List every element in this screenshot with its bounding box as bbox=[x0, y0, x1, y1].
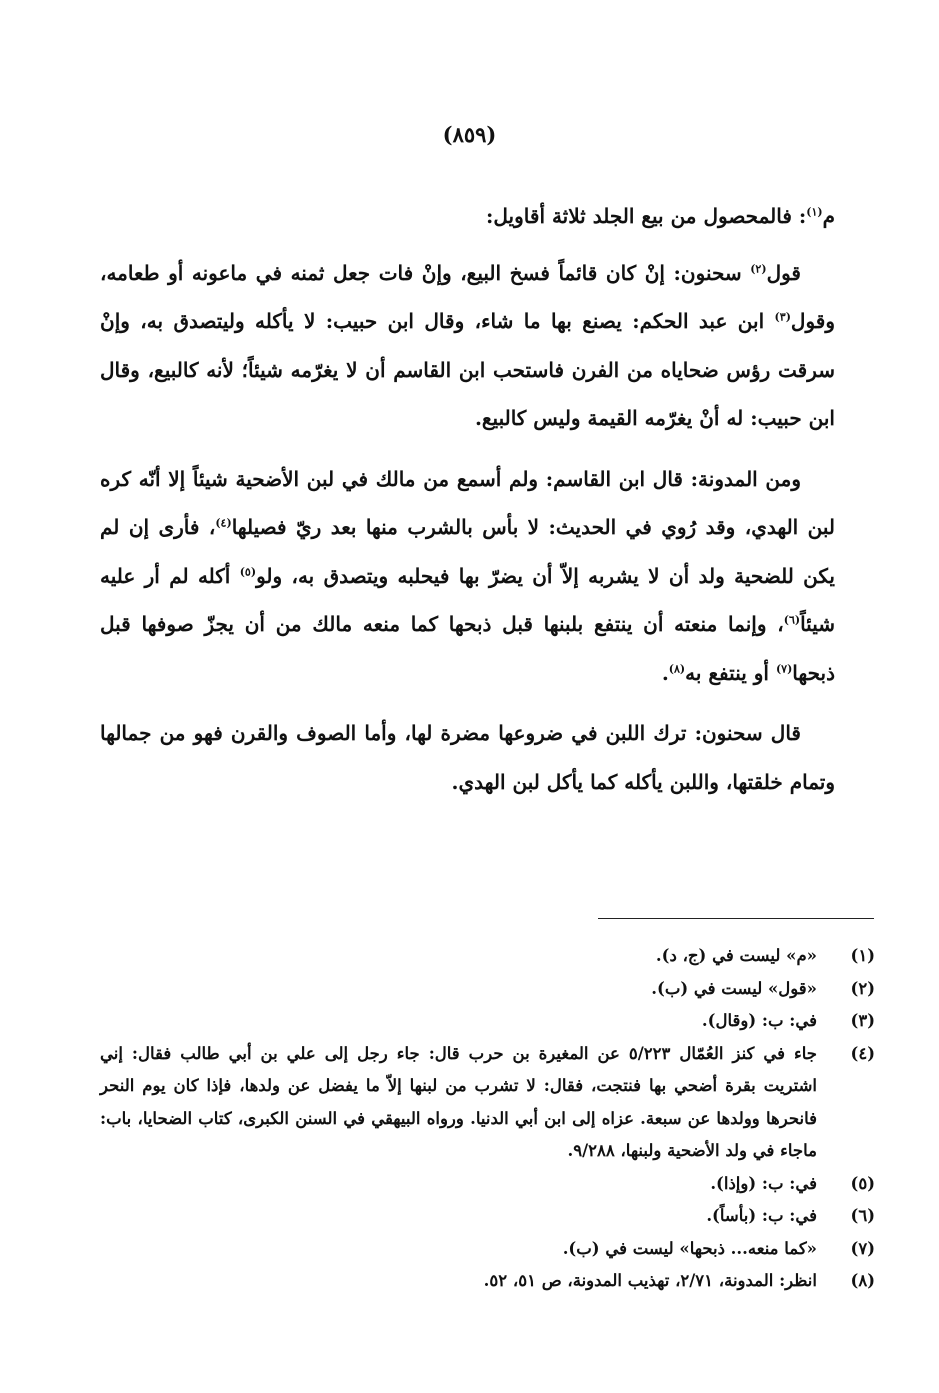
footnote-item bbox=[100, 1168, 875, 1201]
paragraph-text: قال سحنون: ترك اللبن في ضروعها مضرة لها، وأما الصوف والقرن فهو من جمالها وتمام خلقتها، واللبن يأكله كما يأكل لبن الهدي. bbox=[100, 721, 835, 794]
footnote-item bbox=[100, 940, 875, 973]
paragraph-text: م bbox=[822, 204, 835, 228]
footnote-item bbox=[100, 1038, 875, 1168]
footnote-ref: (٥) bbox=[239, 564, 257, 578]
footnotes bbox=[100, 940, 875, 1298]
main-text bbox=[100, 192, 835, 818]
footnote-text: انظر: المدونة، ٢/٧١، تهذيب المدونة، ص ٥١، ٥٢. bbox=[483, 1271, 817, 1290]
footnote-text: «كما منعه... ذبحها» ليست في (ب). bbox=[562, 1238, 817, 1258]
footnote-item bbox=[100, 973, 875, 1006]
paragraph-3 bbox=[100, 455, 835, 698]
paragraph-2 bbox=[100, 249, 835, 443]
paragraph-text: قول bbox=[766, 260, 801, 285]
footnote-number: (٥) bbox=[850, 1173, 875, 1193]
footnote-ref: (١) bbox=[806, 205, 823, 219]
footnote-number: (٣) bbox=[850, 1011, 875, 1030]
footnote-ref: (٨) bbox=[668, 661, 686, 675]
paragraph-text: ابن عبد الحكم: يصنع بها ما شاء، وقال ابن حبيب: لا يأكله وليتصدق به، وإنْ سرقت رؤس ضحاياه من الفرن فاستحب ابن القاسم أن لا يغرّمه شيئاً؛ لأنه كالبيع، وقال ابن حبيب: له أنْ يغرّمه القيمة وليس كالبيع. bbox=[100, 309, 835, 430]
footnote-separator bbox=[598, 918, 874, 919]
footnote-ref: (٣) bbox=[774, 310, 791, 324]
paragraph-text: أكله لم أر عليه شيئاً bbox=[100, 563, 835, 636]
paragraph-text: ، فأرى إن لم يكن للضحية ولد أن لا يشربه إلاّ أن يضرّ بها فيحلبه ويتصدق به، ولو bbox=[100, 515, 835, 588]
footnote-number: (١) bbox=[850, 946, 875, 965]
paragraph-1 bbox=[100, 192, 835, 241]
paragraph-text: أو ينتفع به bbox=[685, 660, 776, 685]
page-number: (٨٥٩) bbox=[442, 122, 497, 147]
paragraph-4 bbox=[100, 709, 835, 806]
footnote-text: «قول» ليست في (ب). bbox=[651, 978, 817, 998]
paragraph-text: سحنون: إنْ كان قائماً فسخ البيع، وإنْ فات جعل ثمنه في ماعونه أو طعامه، وقول bbox=[100, 260, 835, 333]
footnote-text: في: ب: (وإذا). bbox=[710, 1173, 817, 1193]
footnote-text: جاء في كنز العُمّال ٥/٢٢٣ عن المغيرة بن حرب قال: جاء رجل إلى علي بن أبي طالب فقال: إني اشتريت بقرة أضحي بها فنتجت، فقال: لا تشرب من لبنها إلاّ ما يفضل عن ولدها، فإذا كان يوم النحر فانحرها وولدها عن سبعة. عزاه إلى ابن أبي الدنيا. ورواه البيهقي في السنن الكبرى، كتاب الضحايا، باب: ماجاء في ولد الأضحية ولبنها، ٩/٢٨٨. bbox=[100, 1043, 817, 1160]
footnote-number: (٦) bbox=[850, 1206, 875, 1225]
footnote-ref: (٧) bbox=[775, 661, 793, 675]
paragraph-text: ومن المدونة: قال ابن القاسم: ولم أسمع من مالك في لبن الأضحية شيئاً إلا أنّه كره لبن الهدي، وقد رُوي في الحديث: لا بأس بالشرب منها بعد ريّ فصيلها bbox=[100, 466, 835, 539]
footnote-text: «م» ليست في (ج، د). bbox=[655, 946, 817, 965]
footnote-ref: (٤) bbox=[215, 516, 232, 530]
footnote-number: (٤) bbox=[850, 1043, 875, 1063]
footnote-ref: (٦) bbox=[783, 613, 801, 627]
footnote-text: في: ب: (وقال). bbox=[701, 1011, 817, 1030]
footnote-item bbox=[100, 1200, 875, 1233]
footnote-number: (٧) bbox=[850, 1238, 875, 1258]
paragraph-text: : فالمحصول من بيع الجلد ثلاثة أقاويل: bbox=[486, 204, 807, 228]
footnote-text: في: ب: (بأساً). bbox=[706, 1206, 817, 1225]
paragraph-text: . bbox=[661, 660, 669, 685]
footnote-item bbox=[100, 1005, 875, 1038]
footnote-ref: (٢) bbox=[750, 261, 767, 275]
footnote-item bbox=[100, 1265, 875, 1298]
paragraph-text: ، وإنما منعته أن ينتفع بلبنها قبل ذبحها كما منعه مالك من أن يجزّ صوفها قبل ذبحها bbox=[100, 612, 835, 685]
footnote-number: (٢) bbox=[850, 978, 875, 998]
footnote-number: (٨) bbox=[850, 1271, 875, 1290]
footnote-item bbox=[100, 1233, 875, 1266]
